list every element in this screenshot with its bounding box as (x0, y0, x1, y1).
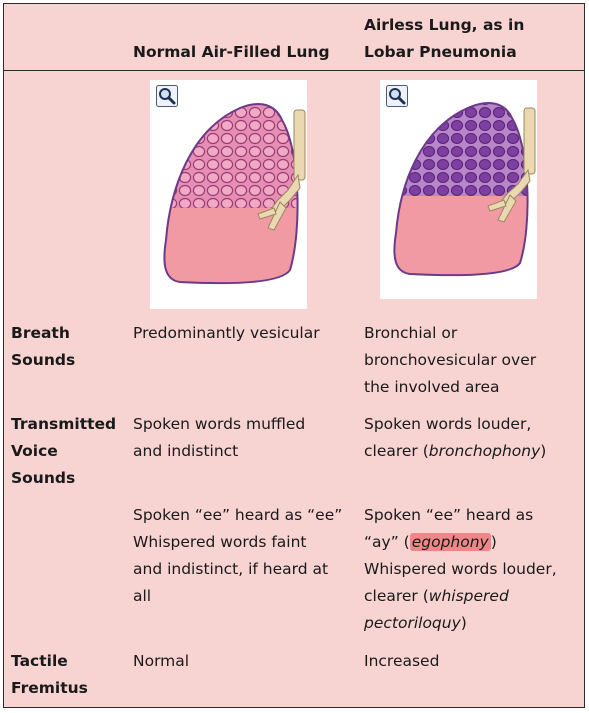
term-egophony-highlighted: egophony (411, 533, 489, 551)
airless-lung-image (380, 80, 537, 299)
header-airless (364, 12, 524, 66)
normal-lung-image (150, 80, 307, 309)
consolidated-lung-illustration (380, 80, 537, 299)
magnifier-icon[interactable] (386, 85, 408, 107)
header-divider (4, 70, 584, 71)
term-pectoriloquy: pectoriloquy (364, 614, 461, 632)
header-airless-line2: Lobar Pneumonia (364, 43, 517, 61)
magnifier-icon[interactable] (156, 85, 178, 107)
row-label-tactile-fremitus: Tactile Fremitus (11, 652, 88, 697)
normal-lung-illustration (150, 80, 307, 309)
term-bronchophony: bronchophony (428, 442, 541, 460)
breath-sounds-airless: Bronchial or bronchovesicular over the involved area (364, 324, 537, 396)
egophony-normal: Spoken “ee” heard as “ee” Whispered words faint and indistinct, if heard at all (133, 506, 343, 605)
term-whispered: whispered (428, 587, 509, 605)
row-label-voice-sounds: Transmitted Voice Sounds (11, 415, 117, 487)
breath-sounds-normal: Predominantly vesicular (133, 324, 320, 342)
egophony-airless: Spoken “ee” heard as “ay” ( egophony ) Whispered words louder, clearer (whispered pectoriloquy) (364, 506, 557, 632)
tactile-fremitus-normal: Normal (133, 652, 190, 670)
header-airless-line1: Airless Lung, as in (364, 16, 525, 34)
voice-sounds-airless: Spoken words louder, clearer (bronchophony) (364, 415, 547, 460)
row-label-breath-sounds: Breath Sounds (11, 324, 76, 369)
comparison-table (3, 3, 585, 708)
voice-sounds-normal: Spoken words muffled and indistinct (133, 415, 306, 460)
tactile-fremitus-airless: Increased (364, 652, 440, 670)
header-normal: Normal Air-Filled Lung (133, 43, 330, 61)
